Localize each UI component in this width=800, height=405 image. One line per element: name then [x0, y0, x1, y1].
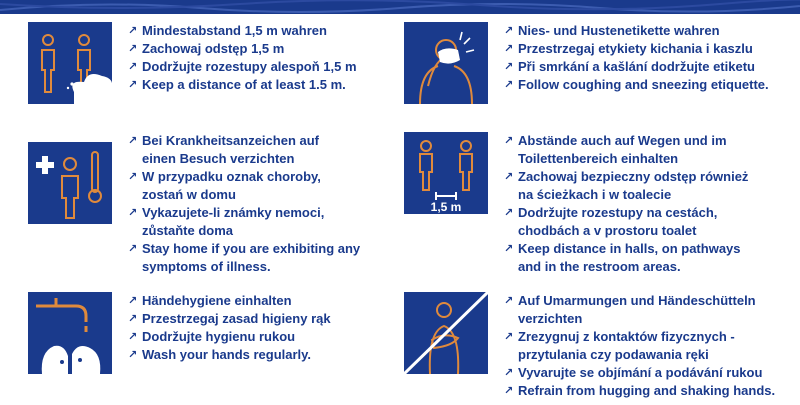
- north-east-arrow-icon: ↗: [128, 135, 138, 147]
- top-decorative-band: [0, 0, 800, 14]
- list-item: ↗ Dodržujte rozestupy alespoň 1,5 m: [128, 59, 357, 74]
- list-item: ↗ Keep a distance of at least 1.5 m.: [128, 77, 346, 92]
- list-item: ↗ Vykazujete-li známky nemoci, zůstaňte doma: [128, 205, 325, 238]
- north-east-arrow-icon: ↗: [504, 61, 514, 73]
- north-east-arrow-icon: ↗: [504, 331, 514, 343]
- list-item: ↗ Refrain from hugging and shaking hands.: [504, 383, 776, 398]
- north-east-arrow-icon: ↗: [128, 331, 138, 343]
- north-east-arrow-icon: ↗: [504, 367, 514, 379]
- north-east-arrow-icon: ↗: [128, 43, 138, 55]
- card-sneeze-text: [504, 22, 794, 94]
- north-east-arrow-icon: ↗: [504, 385, 514, 397]
- list-item: ↗ Při smrkání a kašlání dodržujte etiketu: [504, 59, 755, 74]
- card-pathways: [404, 132, 794, 272]
- list-item: ↗ Mindestabstand 1,5 m wahren: [128, 23, 327, 38]
- card-hugging: [404, 292, 794, 397]
- north-east-arrow-icon: ↗: [128, 349, 138, 361]
- north-east-arrow-icon: ↗: [128, 25, 138, 37]
- list-item: ↗ Wash your hands regularly.: [128, 347, 312, 362]
- card-hands-text: [128, 292, 418, 364]
- list-item: ↗ Nies- und Hustenetikette wahren: [504, 23, 720, 38]
- card-pathways-text: [504, 132, 794, 276]
- list-item: ↗ Zachowaj bezpieczny odstęp również na ścieżkach i w toalecie: [504, 169, 749, 202]
- list-item: ↗ Dodržujte rozestupy na cestách, chodbách a v prostoru toalet: [504, 205, 718, 238]
- list-item: ↗ Stay home if you are exhibiting any symptoms of illness.: [128, 241, 361, 274]
- north-east-arrow-icon: ↗: [128, 243, 138, 255]
- sick-person-thermometer-icon: [28, 142, 112, 224]
- north-east-arrow-icon: ↗: [504, 243, 514, 255]
- north-east-arrow-icon: ↗: [504, 25, 514, 37]
- list-item: ↗ Zachowaj odstęp 1,5 m: [128, 41, 285, 56]
- list-item: ↗ Bei Krankheitsanzeichen auf einen Besuch verzichten: [128, 133, 319, 166]
- list-item: ↗ Follow coughing and sneezing etiquette.: [504, 77, 769, 92]
- list-item: ↗ Zrezygnuj z kontaktów fizycznych - przytulania czy podawania ręki: [504, 329, 735, 362]
- list-item: ↗ Przestrzegaj zasad higieny rąk: [128, 311, 331, 326]
- card-distance-text: [128, 22, 418, 94]
- north-east-arrow-icon: ↗: [504, 135, 514, 147]
- distance-pathway-icon: [404, 132, 488, 214]
- north-east-arrow-icon: ↗: [504, 171, 514, 183]
- north-east-arrow-icon: ↗: [504, 43, 514, 55]
- card-illness: [28, 132, 408, 272]
- north-east-arrow-icon: ↗: [128, 61, 138, 73]
- card-distance: [28, 22, 408, 112]
- distance-label: 1,5 m: [430, 200, 462, 214]
- list-item: ↗ Keep distance in halls, on pathways and in the restroom areas.: [504, 241, 741, 274]
- north-east-arrow-icon: ↗: [128, 207, 138, 219]
- north-east-arrow-icon: ↗: [128, 295, 138, 307]
- list-item: ↗ Abstände auch auf Wegen und im Toilettenbereich einhalten: [504, 133, 727, 166]
- no-hugging-icon: [404, 292, 488, 374]
- list-item: ↗ W przypadku oznak choroby, zostań w domu: [128, 169, 321, 202]
- north-east-arrow-icon: ↗: [504, 79, 514, 91]
- north-east-arrow-icon: ↗: [128, 313, 138, 325]
- north-east-arrow-icon: ↗: [128, 79, 138, 91]
- north-east-arrow-icon: ↗: [504, 207, 514, 219]
- list-item: ↗ Przestrzegaj etykiety kichania i kaszlu: [504, 41, 753, 56]
- north-east-arrow-icon: ↗: [504, 295, 514, 307]
- list-item: ↗ Vyvarujte se objímání a podávání rukou: [504, 365, 763, 380]
- list-item: ↗ Dodržujte hygienu rukou: [128, 329, 296, 344]
- social-distance-people-icon: [28, 22, 112, 104]
- sneezing-person-icon: [404, 22, 488, 104]
- north-east-arrow-icon: ↗: [128, 171, 138, 183]
- card-hands: [28, 292, 408, 382]
- card-hugging-text: [504, 292, 794, 400]
- hand-washing-icon: [28, 292, 112, 374]
- list-item: ↗ Auf Umarmungen und Händeschütteln verzichten: [504, 293, 756, 326]
- card-sneeze: [404, 22, 794, 112]
- card-illness-text: [128, 132, 418, 276]
- list-item: ↗ Händehygiene einhalten: [128, 293, 292, 308]
